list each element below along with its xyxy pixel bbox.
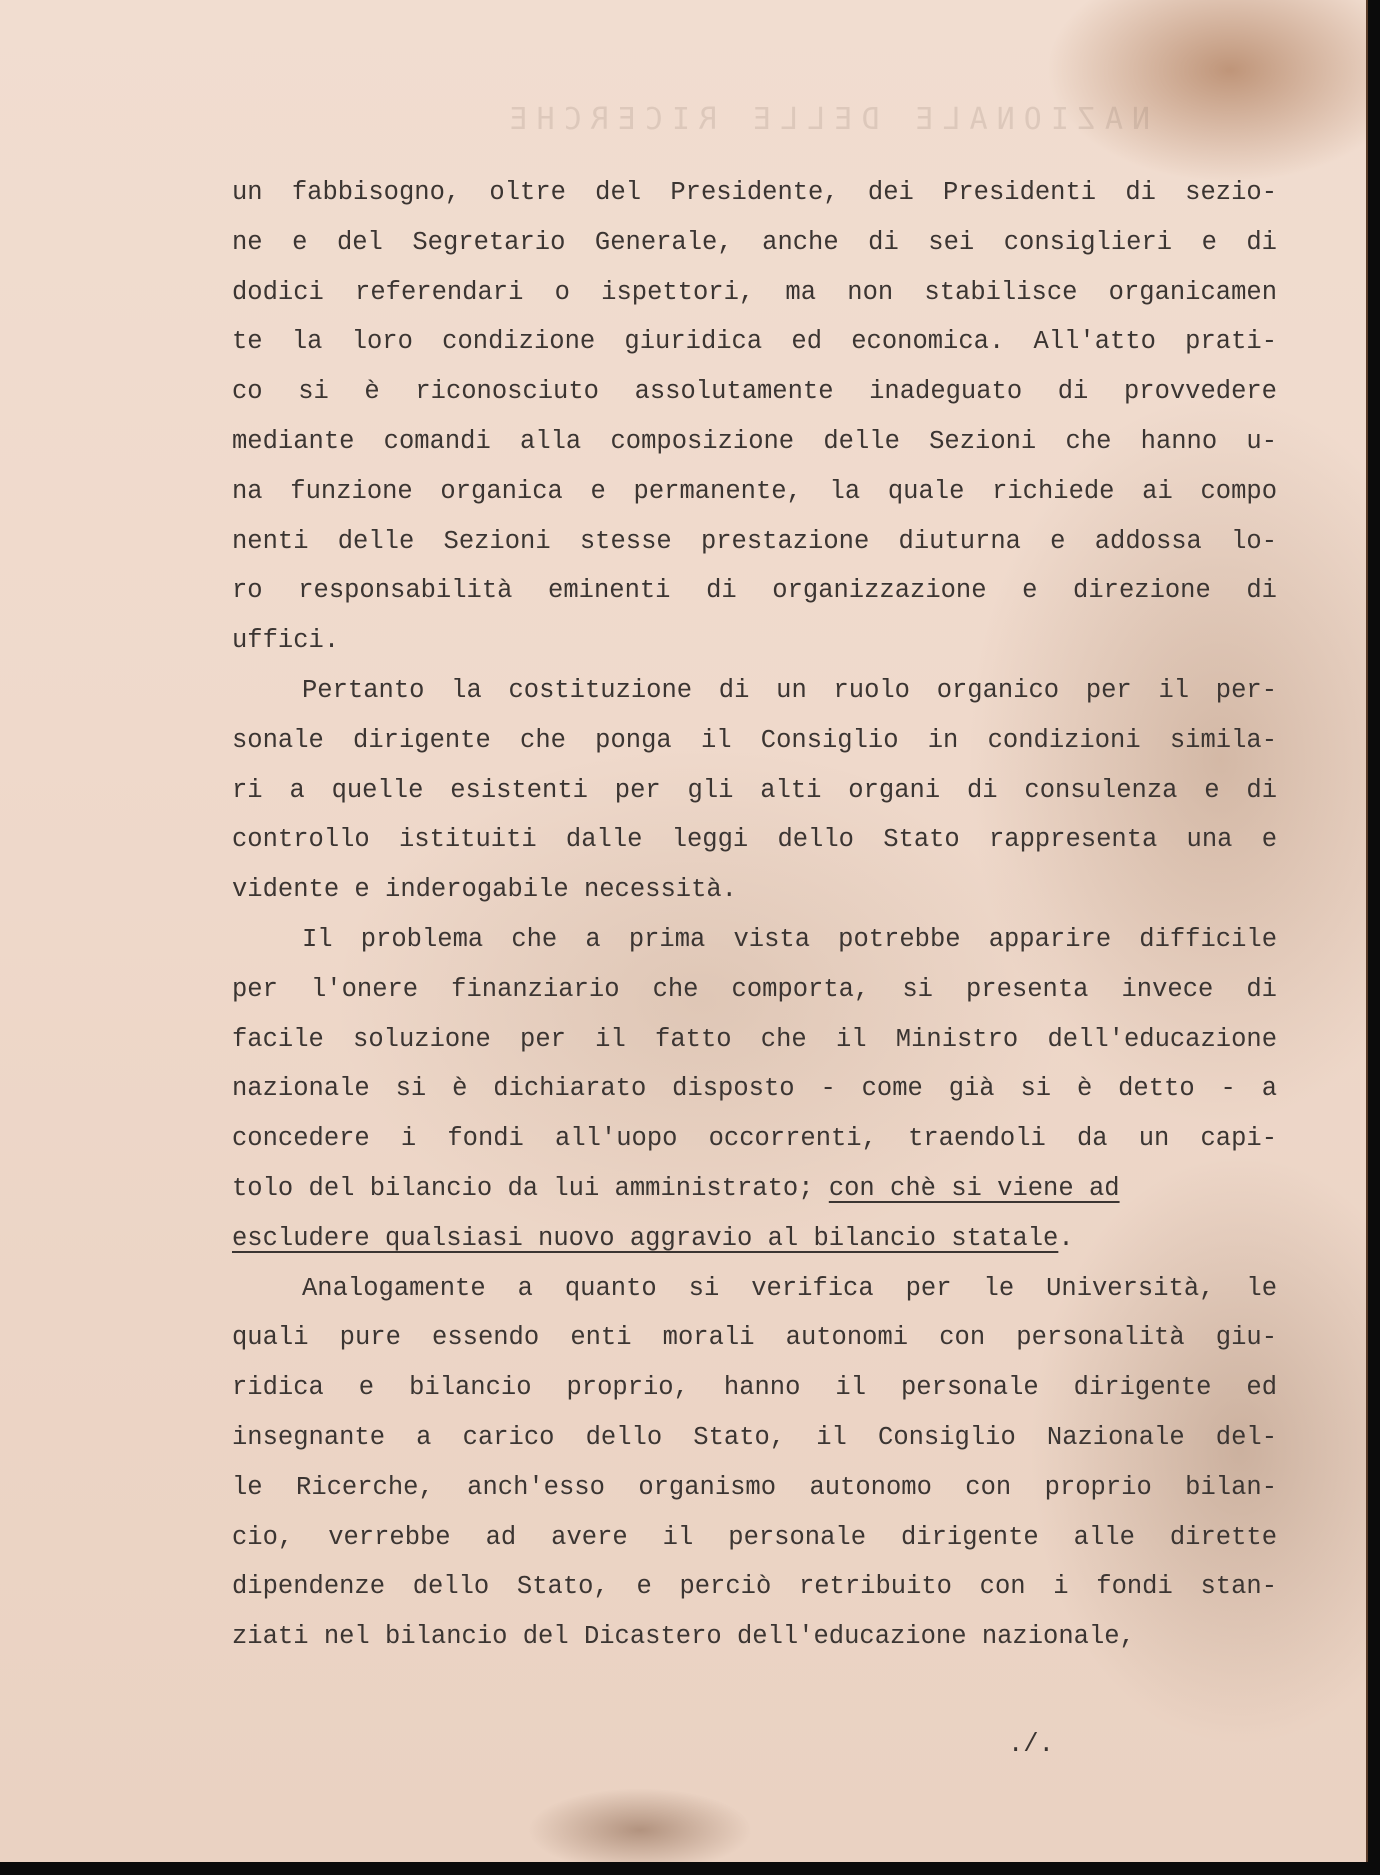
text-line: uffici. (232, 626, 340, 656)
text-line: cio, verrebbe ad avere il personale dirigente alle dirette (232, 1522, 1277, 1552)
show-through-letterhead: NAZIONALE DELLE RICERCHE (500, 102, 1150, 137)
text-line: dodici referendari o ispettori, ma non stabilisce organicamen (232, 277, 1277, 307)
text-line: nazionale si è dichiarato disposto - come già si è detto - a (232, 1074, 1277, 1104)
text-line: Pertanto la costituzione di un ruolo organico per il per- (302, 675, 1277, 705)
text-line: ridica e bilancio proprio, hanno il personale dirigente ed (232, 1373, 1277, 1403)
text-segment: tolo del bilancio da lui amministrato; (232, 1173, 829, 1203)
page-continuation-mark: ./. (1008, 1730, 1054, 1759)
text-line: te la loro condizione giuridica ed economica. All'atto prati- (232, 327, 1277, 357)
text-line: Il problema che a prima vista potrebbe apparire difficile (302, 924, 1277, 954)
text-line: vidente e inderogabile necessità. (232, 875, 737, 905)
text-line: ro responsabilità eminenti di organizzazione e direzione di (232, 576, 1277, 606)
text-line: sonale dirigente che ponga il Consiglio in condizioni simila- (232, 725, 1277, 755)
text-line: ziati nel bilancio del Dicastero dell'educazione nazionale, (232, 1622, 1135, 1652)
text-line: Analogamente a quanto si verifica per le Università, le (302, 1273, 1277, 1303)
underlined-text: con chè si viene ad (828, 1173, 1120, 1203)
text-line: facile soluzione per il fatto che il Ministro dell'educazione (232, 1024, 1277, 1054)
text-line: le Ricerche, anch'esso organismo autonomo con proprio bilan- (232, 1472, 1277, 1502)
text-line: nenti delle Sezioni stesse prestazione diuturna e addossa lo- (232, 526, 1277, 556)
text-line: dipendenze dello Stato, e perciò retribuito con i fondi stan- (232, 1572, 1277, 1602)
text-line: co si è riconosciuto assolutamente inadeguato di provvedere (232, 377, 1277, 407)
text-line: mediante comandi alla composizione delle Sezioni che hanno u- (232, 426, 1277, 456)
text-line: na funzione organica e permanente, la quale richiede ai compo (232, 476, 1277, 506)
text-line: insegnante a carico dello Stato, il Consiglio Nazionale del- (232, 1422, 1277, 1452)
text-line: quali pure essendo enti morali autonomi con personalità giu- (232, 1323, 1277, 1353)
text-line: un fabbisogno, oltre del Presidente, dei Presidenti di sezio- (232, 178, 1277, 207)
underlined-text: escludere qualsiasi nuovo aggravio al bilancio statale (232, 1223, 1059, 1253)
text-line: ri a quelle esistenti per gli alti organi di consulenza e di (232, 775, 1277, 805)
typewritten-body (232, 168, 1277, 1662)
text-line (232, 1214, 1277, 1264)
text-segment: . (1058, 1223, 1074, 1253)
text-line: controllo istituiti dalle leggi dello Stato rappresenta una e (232, 825, 1277, 855)
text-line: concedere i fondi all'uopo occorrenti, traendoli da un capi- (232, 1124, 1277, 1154)
text-line: ne e del Segretario Generale, anche di sei consiglieri e di (232, 227, 1277, 257)
text-line: per l'onere finanziario che comporta, si presenta invece di (232, 974, 1277, 1004)
text-line (232, 1164, 1277, 1214)
